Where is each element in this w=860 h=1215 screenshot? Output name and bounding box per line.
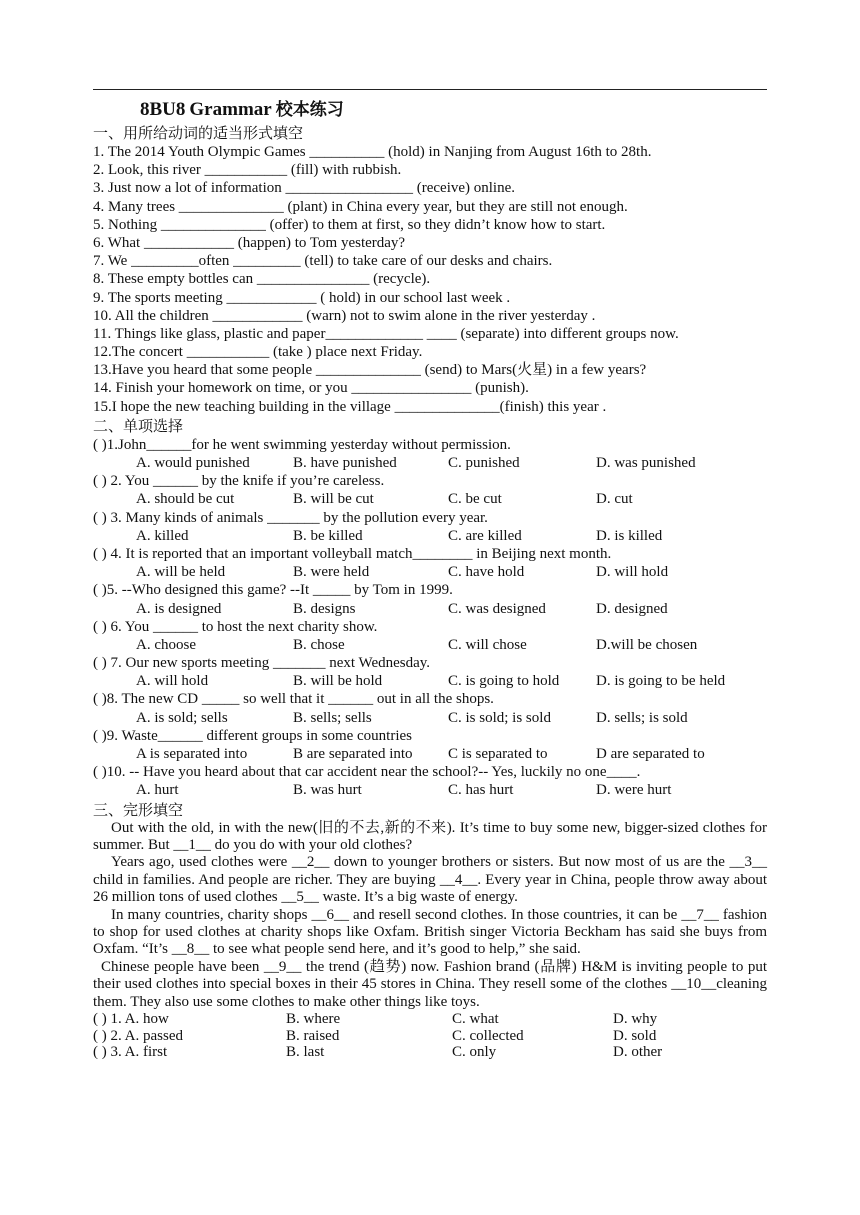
option: A. would punished	[136, 455, 250, 471]
option-row	[93, 563, 767, 581]
option-row	[93, 636, 767, 654]
passage-paragraph: Chinese people have been __9__ the trend (趋势) now. Fashion brand (品牌) H&M is inviting people to put their used clothes into special boxes in their 45 stores in China. They resell some of the clothes __10__cleaning them. They also use some clothes to make other things like toys.	[93, 958, 767, 1010]
option: C is separated to	[448, 746, 548, 762]
option: C. collected	[452, 1027, 524, 1044]
option: B. will be cut	[293, 491, 374, 508]
option: C. what	[452, 1011, 499, 1028]
option: B. chose	[293, 636, 345, 653]
option: C. punished	[448, 455, 520, 471]
cloze-passage	[93, 820, 767, 1011]
cloze-question-row	[93, 1011, 767, 1028]
option: D. designed	[596, 600, 668, 617]
option-row	[93, 709, 767, 727]
question-stem: ( ) 3. Many kinds of animals _______ by the pollution every year.	[93, 509, 488, 526]
section1-heading: 一、用所给动词的适当形式填空	[93, 124, 304, 142]
cloze-question-stem: ( ) 1. A. how	[93, 1011, 169, 1028]
option: B. designs	[293, 600, 356, 617]
question-stem: ( )8. The new CD _____ so well that it ______ out in all the shops.	[93, 691, 494, 708]
title-word: Grammar	[189, 99, 272, 120]
fill-item: 14. Finish your homework on time, or you ________________ (punish).	[93, 380, 529, 397]
option: D. sold	[613, 1027, 657, 1044]
option-row	[93, 600, 767, 618]
fill-item: 13.Have you heard that some people ______________ (send) to Mars(火星) in a few years?	[93, 362, 647, 379]
option: B. be killed	[293, 527, 363, 544]
fill-item: 10. All the children ____________ (warn) not to swim alone in the river yesterday .	[93, 307, 596, 324]
fill-item: 2. Look, this river ___________ (fill) with rubbish.	[93, 162, 402, 179]
option: D. was punished	[596, 455, 696, 471]
option: A. will be held	[136, 564, 226, 581]
option: B. where	[286, 1011, 341, 1028]
question-stem: ( )5. --Who designed this game? --It _____ by Tom in 1999.	[93, 582, 453, 599]
cloze-question-stem: ( ) 3. A. first	[93, 1044, 168, 1061]
option: A is separated into	[136, 746, 248, 762]
fill-item: 8. These empty bottles can _______________ (recycle).	[93, 271, 431, 288]
option: C. be cut	[448, 491, 502, 508]
worksheet	[93, 96, 767, 1061]
option-row	[93, 745, 767, 763]
option: D. sells; is sold	[596, 709, 688, 726]
option-row	[93, 527, 767, 545]
title-suffix: 校本练习	[275, 100, 344, 120]
option: C. is sold; is sold	[448, 709, 551, 726]
option: A. is sold; sells	[136, 709, 228, 726]
fill-item: 9. The sports meeting ____________ ( hold) in our school last week .	[93, 289, 511, 306]
option: D. why	[613, 1011, 658, 1028]
option: B. were held	[293, 564, 370, 581]
option: B. was hurt	[293, 782, 362, 799]
passage-paragraph: Out with the old, in with the new(旧的不去,新的不来). It’s time to buy some new, bigger-sized clothes for summer. But __1__ do you do with your old clothes?	[93, 819, 767, 853]
question-stem: ( ) 6. You ______ to host the next charity show.	[93, 618, 378, 635]
option: A. is designed	[136, 600, 222, 617]
option: B are separated into	[293, 746, 413, 762]
option: C. will chose	[448, 636, 527, 653]
question-stem: ( )1.John______for he went swimming yesterday without permission.	[93, 436, 511, 453]
cloze-question-row	[93, 1044, 767, 1061]
option: A. will hold	[136, 673, 209, 690]
fill-item: 11. Things like glass, plastic and paper_____________ ____ (separate) into different groups now.	[93, 325, 679, 342]
cloze-question-row	[93, 1028, 767, 1045]
passage-paragraph: Years ago, used clothes were __2__ down to younger brothers or sisters. But now most of us are the __3__ child in families. And people are richer. They are buying __4__. Every year in China, people throw away about 26 million tons of used clothes __5__ waste. It’s a big waste of energy.	[93, 854, 767, 906]
fill-item: 5. Nothing ______________ (offer) to them at first, so they didn’t know how to start.	[93, 216, 606, 233]
option: C. was designed	[448, 600, 546, 617]
option: D. cut	[596, 491, 633, 508]
option: D. is going to be held	[596, 673, 726, 690]
option: D. is killed	[596, 527, 663, 544]
fill-item: 7. We _________often _________ (tell) to take care of our desks and chairs.	[93, 253, 553, 270]
option: B. last	[286, 1044, 325, 1061]
question-stem: ( ) 4. It is reported that an important volleyball match________ in Beijing next month.	[93, 545, 612, 562]
section2-heading: 二、单项选择	[93, 416, 184, 435]
option: D are separated to	[596, 746, 705, 762]
question-stem: ( )9. Waste______ different groups in some countries	[93, 727, 413, 744]
option: D. will hold	[596, 564, 669, 581]
section2-questions	[93, 436, 767, 800]
option: C. only	[452, 1044, 497, 1061]
option: D.will be chosen	[596, 636, 698, 653]
option: A. killed	[136, 527, 189, 544]
option: D. were hurt	[596, 782, 672, 799]
fill-item: 12.The concert ___________ (take ) place next Friday.	[93, 344, 423, 361]
option: C. has hurt	[448, 782, 514, 799]
option-row	[93, 454, 767, 472]
cloze-questions	[93, 1011, 767, 1061]
option: C. is going to hold	[448, 673, 560, 690]
option-row	[93, 781, 767, 799]
page-title	[140, 96, 767, 123]
option-row	[93, 672, 767, 690]
option: C. are killed	[448, 527, 522, 544]
passage-paragraph: In many countries, charity shops __6__ and resell second clothes. In those countries, it can be __7__ fashion to shop for used clothes at charity shops like Oxfam. British singer Victoria Beckham has said she buys from Oxfam. “It’s __8__ to see what people send here, and it’s good to help,” she said.	[93, 906, 767, 958]
option: A. should be cut	[136, 491, 235, 508]
option: A. choose	[136, 636, 196, 653]
header-rule	[93, 89, 767, 90]
option-row	[93, 490, 767, 508]
question-stem: ( ) 7. Our new sports meeting _______ next Wednesday.	[93, 655, 431, 672]
option: D. other	[613, 1044, 663, 1061]
fill-item: 4. Many trees ______________ (plant) in China every year, but they are still not enough.	[93, 198, 628, 215]
section3-heading: 三、完形填空	[93, 800, 184, 819]
section1-items	[93, 143, 767, 416]
fill-item: 6. What ____________ (happen) to Tom yesterday?	[93, 234, 406, 251]
cloze-question-stem: ( ) 2. A. passed	[93, 1027, 183, 1044]
option: C. have hold	[448, 564, 525, 581]
fill-item: 3. Just now a lot of information _________________ (receive) online.	[93, 180, 516, 197]
option: B. will be hold	[293, 673, 383, 690]
fill-item: 15.I hope the new teaching building in the village ______________(finish) this year .	[93, 398, 607, 415]
option: B. sells; sells	[293, 709, 372, 726]
question-stem: ( ) 2. You ______ by the knife if you’re careless.	[93, 473, 385, 490]
title-code: 8BU8	[140, 99, 186, 120]
option: B. raised	[286, 1027, 340, 1044]
fill-item: 1. The 2014 Youth Olympic Games __________ (hold) in Nanjing from August 16th to 28th.	[93, 144, 652, 160]
option: A. hurt	[136, 782, 179, 799]
question-stem: ( )10. -- Have you heard about that car accident near the school?-- Yes, luckily no one____.	[93, 764, 641, 781]
option: B. have punished	[293, 455, 397, 471]
